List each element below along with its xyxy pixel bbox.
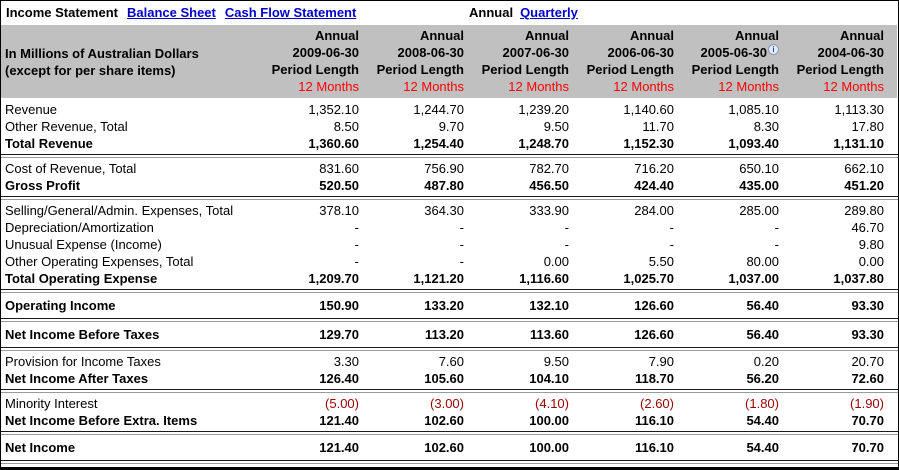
cell-value: - [774, 237, 779, 252]
column-date: 2005-06-30 i [686, 44, 779, 61]
cell-value: - [459, 220, 464, 235]
cell-value: 1,037.00 [728, 271, 779, 286]
cell-value: 333.90 [529, 203, 569, 218]
column-header [686, 25, 791, 98]
cell-value: 46.70 [851, 220, 884, 235]
cell-value: - [564, 220, 569, 235]
table-row [1, 297, 898, 314]
cell-value: 650.10 [739, 161, 779, 176]
cell-value: 11.70 [642, 119, 674, 134]
cell-value: 113.60 [529, 327, 569, 342]
column-date: 2009-06-30 [292, 45, 359, 60]
column-period-type: Annual [629, 28, 674, 43]
row-label: Minority Interest [5, 396, 98, 411]
cell-value: (4.10) [535, 396, 569, 411]
cell-value: 662.10 [844, 161, 884, 176]
column-header [371, 25, 476, 98]
cell-value: 289.80 [844, 203, 884, 218]
cell-value: 0.00 [543, 254, 569, 269]
table-section [1, 393, 898, 431]
cell-value: - [669, 237, 674, 252]
cell-value: 105.60 [424, 371, 464, 386]
row-label: Total Revenue [5, 136, 93, 151]
cell-value: 1,244.70 [413, 102, 464, 117]
cell-value: 129.70 [319, 327, 359, 342]
balance-sheet-link[interactable]: Balance Sheet [126, 5, 216, 20]
cell-value: - [459, 237, 464, 252]
column-header [476, 25, 581, 98]
table-row [1, 101, 898, 118]
cell-value: 520.50 [319, 178, 359, 193]
cell-value: 121.40 [319, 440, 359, 455]
cell-value: - [354, 220, 359, 235]
column-period-type: Annual [524, 28, 569, 43]
cell-value: 1,131.10 [833, 136, 884, 151]
period-length-value: 12 Months [823, 79, 884, 94]
row-label: Selling/General/Admin. Expenses, Total [5, 203, 234, 218]
units-line-1: In Millions of Australian Dollars [5, 45, 199, 61]
cell-value: 7.60 [438, 354, 464, 369]
table-row [1, 270, 898, 287]
cell-value: 756.90 [424, 161, 464, 176]
statement-table [1, 98, 898, 464]
cell-value: 113.20 [424, 327, 464, 342]
column-header [266, 25, 371, 98]
cell-value: 5.50 [648, 254, 674, 269]
period-length-value: 12 Months [613, 79, 674, 94]
period-length-value: 12 Months [718, 79, 779, 94]
cell-value: (3.00) [430, 396, 464, 411]
period-length-label: Period Length [586, 62, 674, 77]
table-row [1, 412, 898, 429]
row-label: Revenue [5, 102, 58, 117]
cell-value: - [459, 254, 464, 269]
cell-value: 1,254.40 [413, 136, 464, 151]
section-divider [1, 460, 898, 464]
column-date: 2008-06-30 [397, 45, 464, 60]
statement-links [6, 5, 898, 20]
period-length-label: Period Length [481, 62, 569, 77]
row-label: Net Income After Taxes [5, 371, 149, 386]
cell-value: 56.20 [746, 371, 779, 386]
info-icon[interactable]: i [768, 44, 779, 55]
cell-value: 451.20 [844, 178, 884, 193]
table-row [1, 326, 898, 343]
cell-value: 1,152.30 [623, 136, 674, 151]
table-row [1, 118, 898, 135]
cell-value: - [774, 220, 779, 235]
cell-value: 1,360.60 [308, 136, 359, 151]
cell-value: 284.00 [634, 203, 674, 218]
cell-value: 364.30 [424, 203, 464, 218]
table-row [1, 160, 898, 177]
cell-value: - [669, 220, 674, 235]
cell-value: 0.00 [858, 254, 884, 269]
annual-label: Annual [469, 5, 514, 20]
cell-value: - [564, 237, 569, 252]
cell-value: 1,121.20 [413, 271, 464, 286]
cell-value: 424.40 [634, 178, 674, 193]
table-row [1, 202, 898, 219]
row-label: Provision for Income Taxes [5, 354, 161, 369]
period-length-value: 12 Months [403, 79, 464, 94]
cell-value: 132.10 [529, 298, 569, 313]
cell-value: - [354, 254, 359, 269]
period-length-value: 12 Months [508, 79, 569, 94]
cell-value: 0.20 [753, 354, 779, 369]
cell-value: 100.00 [529, 413, 569, 428]
cell-value: 1,116.60 [519, 271, 569, 286]
table-section [1, 200, 898, 289]
column-date: 2004-06-30 [817, 45, 884, 60]
cell-value: - [354, 237, 359, 252]
cell-value: 102.60 [424, 440, 464, 455]
period-length-label: Period Length [796, 62, 884, 77]
cell-value: 7.90 [648, 354, 674, 369]
cell-value: 133.20 [424, 298, 464, 313]
cell-value: (1.90) [850, 396, 884, 411]
cell-value: 70.70 [851, 413, 884, 428]
cell-value: 9.70 [438, 119, 464, 134]
table-row [1, 253, 898, 270]
cell-value: 285.00 [739, 203, 779, 218]
period-length-label: Period Length [691, 62, 779, 77]
cell-value: 126.60 [634, 327, 674, 342]
cell-value: 93.30 [851, 327, 884, 342]
table-row [1, 219, 898, 236]
table-row [1, 370, 898, 387]
cell-value: 118.70 [634, 371, 674, 386]
column-period-type: Annual [734, 28, 779, 43]
cell-value: 56.40 [746, 327, 779, 342]
cell-value: 487.80 [424, 178, 464, 193]
table-header-row [1, 25, 897, 98]
cell-value: 126.60 [634, 298, 674, 313]
cell-value: 1,140.60 [623, 102, 674, 117]
cell-value: 435.00 [739, 178, 779, 193]
cell-value: 93.30 [851, 298, 884, 313]
statement-nav [1, 1, 898, 25]
table-row [1, 439, 898, 456]
cell-value: 782.70 [529, 161, 569, 176]
cell-value: 56.40 [746, 298, 779, 313]
cell-value: 716.20 [634, 161, 674, 176]
column-period-type: Annual [419, 28, 464, 43]
cell-value: 80.00 [746, 254, 779, 269]
cell-value: 104.10 [529, 371, 569, 386]
cash-flow-statement-link[interactable]: Cash Flow Statement [224, 5, 357, 20]
cell-value: 54.40 [746, 440, 779, 455]
cell-value: 70.70 [851, 440, 884, 455]
period-length-label: Period Length [271, 62, 359, 77]
cell-value: 150.90 [319, 298, 359, 313]
cell-value: 126.40 [319, 371, 359, 386]
table-section [1, 293, 898, 318]
row-label: Operating Income [5, 298, 116, 313]
table-section [1, 99, 898, 154]
cell-value: 1,037.80 [833, 271, 884, 286]
table-row [1, 353, 898, 370]
period-length-value: 12 Months [298, 79, 359, 94]
cell-value: 102.60 [424, 413, 464, 428]
cell-value: 1,085.10 [728, 102, 779, 117]
table-row [1, 135, 898, 152]
cell-value: 72.60 [851, 371, 884, 386]
row-label: Total Operating Expense [5, 271, 158, 286]
cell-value: 121.40 [319, 413, 359, 428]
cell-value: 1,248.70 [518, 136, 569, 151]
cell-value: 20.70 [851, 354, 884, 369]
income-statement-title: Income Statement [6, 5, 118, 20]
row-label: Net Income [5, 440, 76, 455]
column-period-type: Annual [314, 28, 359, 43]
table-row [1, 236, 898, 253]
column-date: 2006-06-30 [607, 45, 674, 60]
cell-value: 1,113.30 [834, 102, 884, 117]
period-length-label: Period Length [376, 62, 464, 77]
column-period-type: Annual [839, 28, 884, 43]
cell-value: 9.80 [858, 237, 884, 252]
cell-value: (2.60) [640, 396, 674, 411]
table-section [1, 158, 898, 196]
table-row [1, 395, 898, 412]
row-label: Other Revenue, Total [5, 119, 128, 134]
row-label: Net Income Before Extra. Items [5, 413, 198, 428]
column-date: 2007-06-30 [502, 45, 569, 60]
cell-value: 116.10 [634, 413, 674, 428]
cell-value: 456.50 [529, 178, 569, 193]
cell-value: 3.30 [333, 354, 359, 369]
table-units-label [1, 25, 266, 98]
cell-value: 1,093.40 [728, 136, 779, 151]
row-label: Net Income Before Taxes [5, 327, 160, 342]
cell-value: 8.50 [333, 119, 359, 134]
cell-value: (1.80) [745, 396, 779, 411]
cell-value: 1,352.10 [308, 102, 359, 117]
period-toggle [469, 5, 578, 20]
row-label: Cost of Revenue, Total [5, 161, 137, 176]
row-label: Gross Profit [5, 178, 81, 193]
cell-value: 54.40 [746, 413, 779, 428]
column-header [581, 25, 686, 98]
cell-value: 9.50 [543, 354, 569, 369]
cell-value: 100.00 [529, 440, 569, 455]
cell-value: 1,209.70 [308, 271, 359, 286]
row-label: Depreciation/Amortization [5, 220, 154, 235]
row-label: Other Operating Expenses, Total [5, 254, 194, 269]
cell-value: 116.10 [634, 440, 674, 455]
cell-value: 1,025.70 [623, 271, 674, 286]
row-label: Unusual Expense (Income) [5, 237, 162, 252]
cell-value: 17.80 [851, 119, 884, 134]
cell-value: 831.60 [319, 161, 359, 176]
quarterly-link[interactable]: Quarterly [520, 5, 578, 20]
cell-value: 9.50 [543, 119, 569, 134]
table-row [1, 177, 898, 194]
table-section [1, 322, 898, 347]
cell-value: 378.10 [319, 203, 359, 218]
cell-value: 8.30 [753, 119, 779, 134]
cell-value: 1,239.20 [518, 102, 569, 117]
cell-value: (5.00) [325, 396, 359, 411]
table-section [1, 351, 898, 389]
units-line-2: (except for per share items) [5, 62, 176, 78]
column-header [791, 25, 896, 98]
table-section [1, 435, 898, 460]
